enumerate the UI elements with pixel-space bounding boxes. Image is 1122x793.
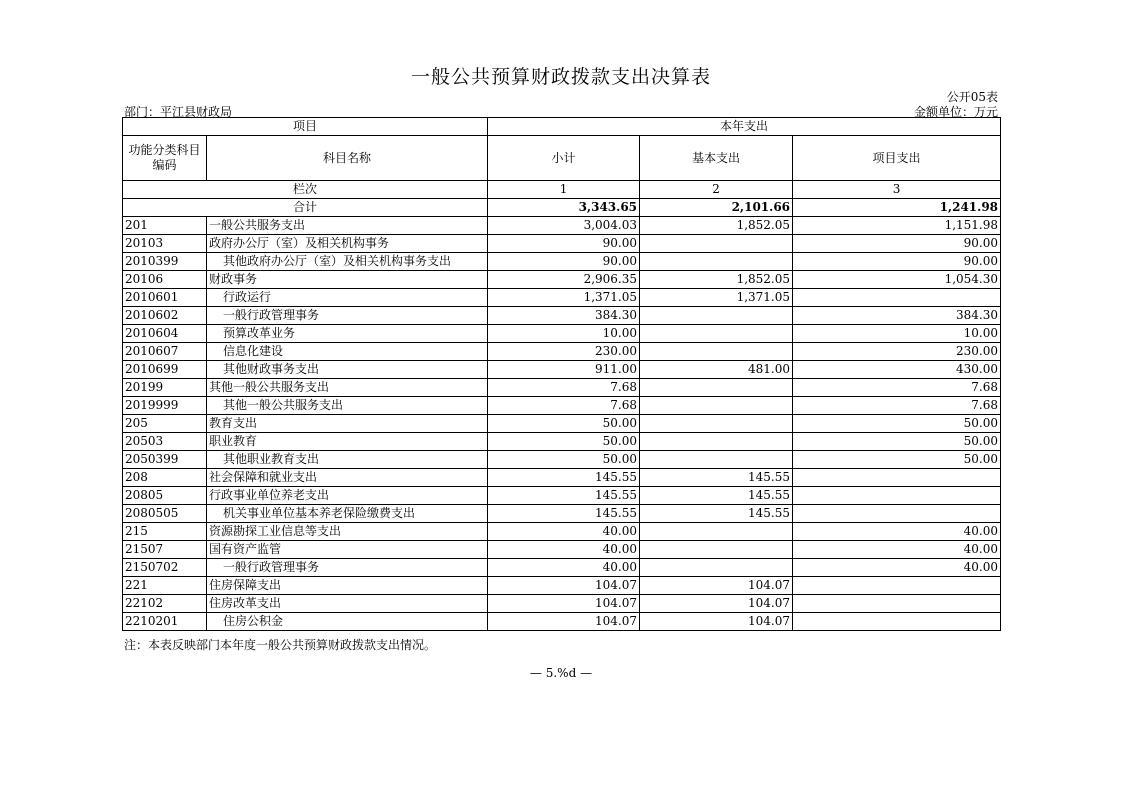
row-code: 221 [123, 577, 207, 595]
row-name: 一般行政管理事务 [207, 559, 488, 577]
row-subtotal: 2,906.35 [488, 271, 640, 289]
row-project: 50.00 [793, 433, 1001, 451]
form-number: 公开05表 [946, 90, 998, 104]
unit-label: 金额单位：万元 [913, 105, 998, 119]
column-number-1: 1 [488, 181, 640, 199]
header-current-year: 本年支出 [488, 118, 1001, 136]
row-name: 行政运行 [207, 289, 488, 307]
row-basic [640, 253, 793, 271]
row-code: 20199 [123, 379, 207, 397]
row-basic [640, 379, 793, 397]
row-subtotal: 104.07 [488, 577, 640, 595]
row-project: 40.00 [793, 559, 1001, 577]
row-project [793, 505, 1001, 523]
header-row-1 [123, 118, 1001, 136]
row-name: 住房改革支出 [207, 595, 488, 613]
column-number-3: 3 [793, 181, 1001, 199]
row-basic [640, 235, 793, 253]
row-project: 384.30 [793, 307, 1001, 325]
table-row [123, 595, 1001, 613]
row-project: 90.00 [793, 235, 1001, 253]
row-project: 90.00 [793, 253, 1001, 271]
row-name: 社会保障和就业支出 [207, 469, 488, 487]
table-row [123, 433, 1001, 451]
row-basic: 104.07 [640, 613, 793, 631]
table-row [123, 559, 1001, 577]
row-code: 21507 [123, 541, 207, 559]
row-project: 40.00 [793, 523, 1001, 541]
row-basic [640, 451, 793, 469]
row-subtotal: 7.68 [488, 379, 640, 397]
row-name: 住房保障支出 [207, 577, 488, 595]
table-row [123, 271, 1001, 289]
row-project: 7.68 [793, 397, 1001, 415]
table-row [123, 325, 1001, 343]
table-row [123, 523, 1001, 541]
header-code: 功能分类科目编码 [123, 136, 207, 181]
row-basic: 104.07 [640, 577, 793, 595]
row-name: 机关事业单位基本养老保险缴费支出 [207, 505, 488, 523]
row-project: 10.00 [793, 325, 1001, 343]
row-project [793, 469, 1001, 487]
row-basic [640, 343, 793, 361]
row-code: 2010399 [123, 253, 207, 271]
row-subtotal: 145.55 [488, 487, 640, 505]
total-basic: 2,101.66 [640, 199, 793, 217]
row-code: 2080505 [123, 505, 207, 523]
row-basic: 145.55 [640, 469, 793, 487]
table-row [123, 379, 1001, 397]
table-row [123, 505, 1001, 523]
header-project: 项目 [123, 118, 488, 136]
row-project: 40.00 [793, 541, 1001, 559]
row-project [793, 613, 1001, 631]
row-subtotal: 1,371.05 [488, 289, 640, 307]
row-project: 230.00 [793, 343, 1001, 361]
total-subtotal: 3,343.65 [488, 199, 640, 217]
row-basic [640, 397, 793, 415]
row-project: 50.00 [793, 451, 1001, 469]
row-code: 2010699 [123, 361, 207, 379]
page-title: 一般公共预算财政拨款支出决算表 [410, 66, 711, 88]
table-note: 注：本表反映部门本年度一般公共预算财政拨款支出情况。 [124, 638, 437, 652]
header-row-2 [123, 136, 1001, 181]
row-name: 教育支出 [207, 415, 488, 433]
row-basic [640, 559, 793, 577]
table-row [123, 361, 1001, 379]
row-subtotal: 7.68 [488, 397, 640, 415]
table-row [123, 415, 1001, 433]
row-basic [640, 307, 793, 325]
row-code: 208 [123, 469, 207, 487]
row-code: 2010601 [123, 289, 207, 307]
row-name: 其他一般公共服务支出 [207, 397, 488, 415]
row-code: 215 [123, 523, 207, 541]
total-project: 1,241.98 [793, 199, 1001, 217]
row-name: 资源勘探工业信息等支出 [207, 523, 488, 541]
total-row [123, 199, 1001, 217]
row-code: 2010604 [123, 325, 207, 343]
table-row [123, 469, 1001, 487]
row-subtotal: 104.07 [488, 613, 640, 631]
row-basic [640, 523, 793, 541]
row-project: 430.00 [793, 361, 1001, 379]
header-project-expense: 项目支出 [793, 136, 1001, 181]
row-subtotal: 10.00 [488, 325, 640, 343]
department-label: 部门：平江县财政局 [124, 105, 233, 119]
row-basic: 1,852.05 [640, 271, 793, 289]
row-code: 2010607 [123, 343, 207, 361]
column-number-label: 栏次 [123, 181, 488, 199]
row-name: 职业教育 [207, 433, 488, 451]
row-basic: 1,371.05 [640, 289, 793, 307]
table-row [123, 541, 1001, 559]
row-basic [640, 325, 793, 343]
row-name: 一般行政管理事务 [207, 307, 488, 325]
row-code: 201 [123, 217, 207, 235]
row-basic [640, 433, 793, 451]
header-basic: 基本支出 [640, 136, 793, 181]
row-subtotal: 50.00 [488, 451, 640, 469]
row-code: 2019999 [123, 397, 207, 415]
row-project [793, 577, 1001, 595]
row-name: 其他职业教育支出 [207, 451, 488, 469]
row-subtotal: 90.00 [488, 253, 640, 271]
row-name: 财政事务 [207, 271, 488, 289]
row-basic: 145.55 [640, 505, 793, 523]
row-code: 2050399 [123, 451, 207, 469]
header-name: 科目名称 [207, 136, 488, 181]
row-subtotal: 911.00 [488, 361, 640, 379]
row-basic: 104.07 [640, 595, 793, 613]
table-row [123, 289, 1001, 307]
table-row [123, 487, 1001, 505]
row-project: 7.68 [793, 379, 1001, 397]
row-name: 其他财政事务支出 [207, 361, 488, 379]
row-subtotal: 230.00 [488, 343, 640, 361]
row-name: 政府办公厅（室）及相关机构事务 [207, 235, 488, 253]
row-code: 2010602 [123, 307, 207, 325]
row-subtotal: 145.55 [488, 469, 640, 487]
row-subtotal: 40.00 [488, 523, 640, 541]
row-name: 国有资产监管 [207, 541, 488, 559]
row-project: 1,054.30 [793, 271, 1001, 289]
row-basic: 481.00 [640, 361, 793, 379]
total-label: 合计 [123, 199, 488, 217]
table-row [123, 397, 1001, 415]
row-subtotal: 50.00 [488, 415, 640, 433]
row-project [793, 487, 1001, 505]
table-row [123, 253, 1001, 271]
row-subtotal: 3,004.03 [488, 217, 640, 235]
row-code: 20103 [123, 235, 207, 253]
row-code: 20106 [123, 271, 207, 289]
row-name: 信息化建设 [207, 343, 488, 361]
row-basic [640, 541, 793, 559]
column-number-2: 2 [640, 181, 793, 199]
table-row [123, 613, 1001, 631]
row-code: 20805 [123, 487, 207, 505]
table-row [123, 235, 1001, 253]
row-basic: 145.55 [640, 487, 793, 505]
row-name: 住房公积金 [207, 613, 488, 631]
row-code: 20503 [123, 433, 207, 451]
row-subtotal: 90.00 [488, 235, 640, 253]
table-row [123, 343, 1001, 361]
row-basic: 1,852.05 [640, 217, 793, 235]
row-subtotal: 145.55 [488, 505, 640, 523]
header-subtotal: 小计 [488, 136, 640, 181]
row-name: 其他政府办公厅（室）及相关机构事务支出 [207, 253, 488, 271]
page-number: — 5.%d — [529, 666, 593, 680]
column-number-row [123, 181, 1001, 199]
row-subtotal: 384.30 [488, 307, 640, 325]
table-row [123, 217, 1001, 235]
row-project: 1,151.98 [793, 217, 1001, 235]
row-subtotal: 40.00 [488, 541, 640, 559]
row-name: 预算改革业务 [207, 325, 488, 343]
row-subtotal: 50.00 [488, 433, 640, 451]
row-code: 205 [123, 415, 207, 433]
row-subtotal: 104.07 [488, 595, 640, 613]
row-project [793, 289, 1001, 307]
row-code: 2150702 [123, 559, 207, 577]
row-name: 行政事业单位养老支出 [207, 487, 488, 505]
table-row [123, 577, 1001, 595]
table-row [123, 307, 1001, 325]
table-row [123, 451, 1001, 469]
row-name: 一般公共服务支出 [207, 217, 488, 235]
row-name: 其他一般公共服务支出 [207, 379, 488, 397]
row-project [793, 595, 1001, 613]
expenditure-table [122, 117, 1001, 631]
row-project: 50.00 [793, 415, 1001, 433]
row-subtotal: 40.00 [488, 559, 640, 577]
row-code: 2210201 [123, 613, 207, 631]
row-code: 22102 [123, 595, 207, 613]
row-basic [640, 415, 793, 433]
